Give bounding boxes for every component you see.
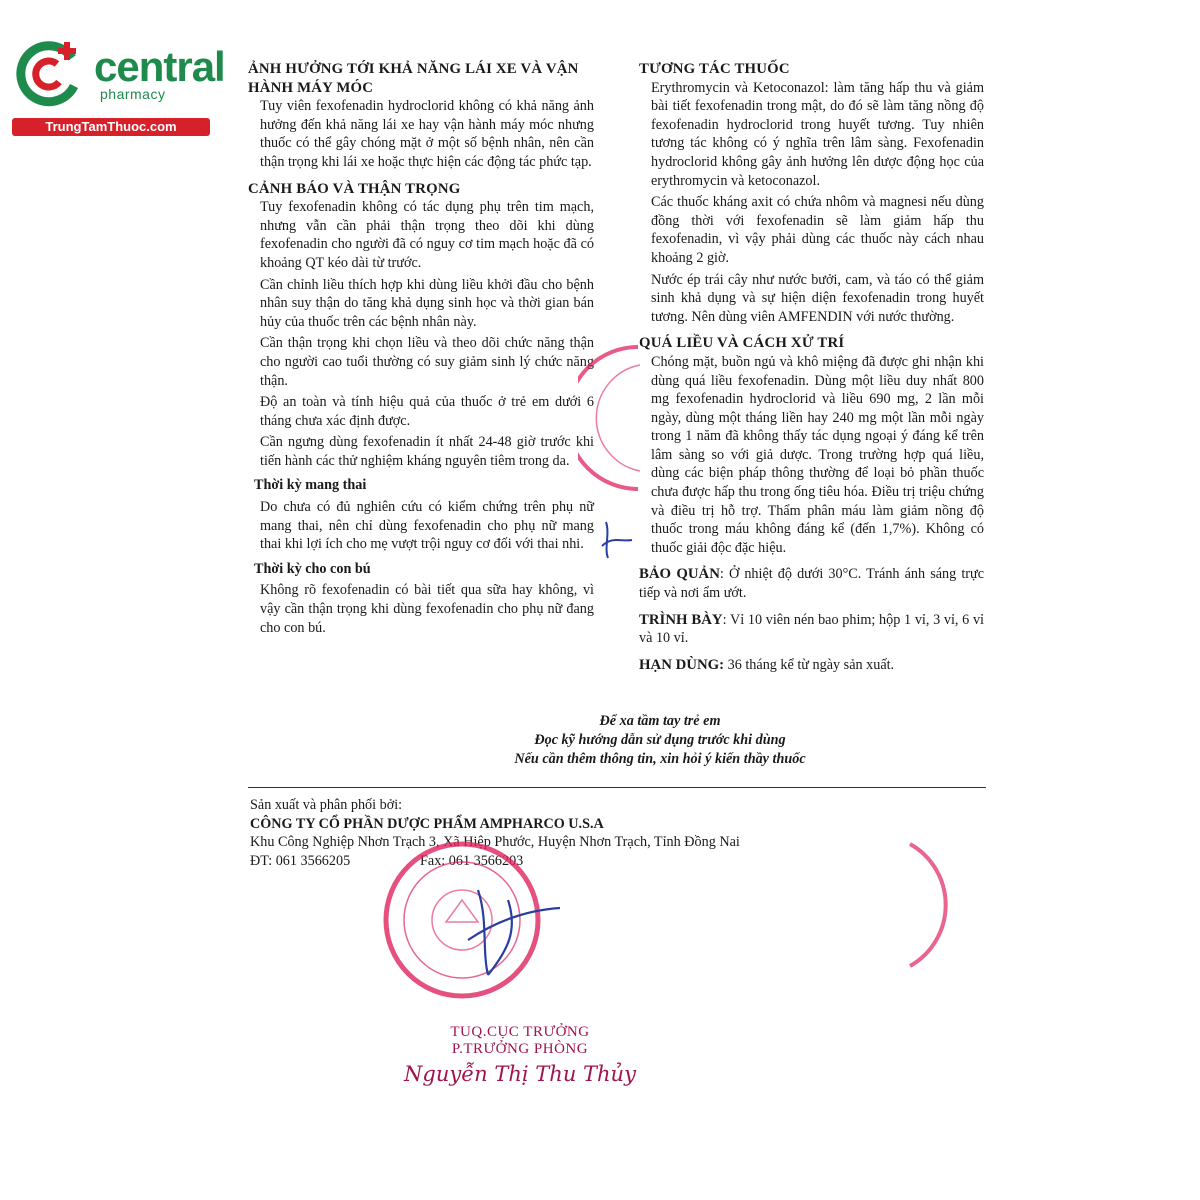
paragraph: Tuy viên fexofenadin hydroclorid không có khả năng ảnh hưởng đến khả năng lái xe hay vận hành máy móc nhưng thuốc có thể gây chóng mặt ở một số bệnh nhân, nên cần thận trọng khi lái xe hoặc thực hiện các động tác phức tạp. [260, 98, 594, 170]
section-title-line: ẢNH HƯỞNG TỚI KHẢ NĂNG LÁI XE VÀ VẬN [248, 61, 579, 77]
brand-name: central [94, 43, 225, 90]
fax-number: Fax: 061 3566203 [420, 852, 524, 869]
notice-line: Đọc kỹ hướng dẫn sử dụng trước khi dùng [534, 732, 786, 748]
maker-intro: Sản xuất và phân phối bởi: [250, 797, 403, 813]
expiry-label: HẠN DÙNG: [639, 656, 725, 673]
paragraph: Erythromycin và Ketoconazol: làm tăng hấp thu và giảm bài tiết fexofenadin trong mật, do đó sẽ làm tăng nồng độ fexofenadin hydroclorid trong huyết tương. Tuy nhiên tương tác không có ý nghĩa trên lâm sàng. Fexofenadin hydroclorid không gây ảnh hưởng lên dược động học của erythromycin và ketoconazol. [651, 79, 984, 189]
pharmacy-logo-icon [12, 38, 84, 110]
paragraph: Không rõ fexofenadin có bài tiết qua sữa hay không, vì vậy cần thận trọng khi dùng fexofenadin cho phụ nữ đang cho con bú. [260, 582, 594, 636]
section-title-warnings: CẢNH BÁO VÀ THẬN TRỌNG [248, 180, 461, 197]
company-address: Khu Công Nghiệp Nhơn Trạch 3, Xã Hiệp Phước, Huyện Nhơn Trạch, Tỉnh Đồng Nai [250, 834, 740, 851]
paragraph: Cần ngưng dùng fexofenadin ít nhất 24-48 giờ trước khi tiến hành các thử nghiệm kháng nguyên tiêm trong da. [260, 434, 594, 469]
notice-line: Nếu cần thêm thông tin, xin hỏi ý kiến thầy thuốc [514, 751, 806, 767]
contact-row [250, 852, 990, 871]
storage-text: : Ở nhiệt độ dưới 30°C. Tránh ánh sáng trực tiếp và nơi ẩm ướt. [639, 566, 984, 602]
paragraph: Do chưa có đủ nghiên cứu có kiểm chứng trên phụ nữ mang thai, nên chỉ dùng fexofenadin cho phụ nữ mang thai khi lợi ích cho mẹ vượt trội nguy cơ đối với thai nhi. [260, 499, 594, 553]
signature-mark [448, 880, 568, 980]
expiry-text: 36 tháng kể từ ngày sản xuất. [724, 656, 895, 673]
storage-label: BẢO QUẢN [639, 566, 720, 583]
manufacturer-info [250, 796, 990, 871]
left-column [248, 60, 594, 640]
signer-name: Nguyễn Thị Thu Thủy [404, 1062, 636, 1086]
storage-info [639, 565, 984, 602]
subsection-title-pregnancy: Thời kỳ mang thai [254, 477, 367, 494]
section-title-driving [248, 60, 594, 97]
company-stamp-partial [578, 343, 644, 493]
right-column [639, 60, 984, 677]
paragraph: Độ an toàn và tính hiệu quả của thuốc ở trẻ em dưới 6 tháng chưa xác định được. [260, 394, 594, 429]
paragraph: Tuy fexofenadin không có tác dụng phụ trên tim mạch, nhưng vẫn cần phải thận trọng theo dõi khi dùng fexofenadin cho người đã có nguy cơ tim mạch hoặc đã có khoảng QT kéo dài từ trước. [260, 199, 594, 271]
paragraph: Nước ép trái cây như nước bưởi, cam, và táo có thể giảm sinh khả dụng và sự hiện diện fexofenadin trong huyết tương. Nên dùng viên AMFENDIN với nước thường. [651, 271, 984, 325]
paragraph: Cần thận trọng khi chọn liều và theo dõi chức năng thận cho người cao tuổi thường có suy giảm sinh lý chức năng thận. [260, 335, 594, 389]
expiry-info [639, 656, 984, 675]
section-title-overdose: QUÁ LIỀU VÀ CÁCH XỬ TRÍ [639, 335, 845, 352]
central-pharmacy-logo [12, 38, 225, 138]
divider [248, 787, 986, 788]
paragraph: Chóng mặt, buồn ngủ và khô miệng đã được ghi nhận khi dùng quá liều fexofenadin. Dùng một liều duy nhất 800 mg fexofenadin hydroclorid và liều 690 mg, 2 lần mỗi ngày, dùng một tháng liền hay 240 mg một lần mỗi ngày trong 1 năm đã không thấy tác dụng ngoại ý đáng kể trên lâm sàng so với giả dược. Trong trường hợp quá liều, dùng các biện pháp thông thường để loại bỏ phần thuốc chưa được hấp thu trong ống tiêu hóa. Điều trị triệu chứng và điều trị hỗ trợ. Thẩm phân máu làm giảm nồng độ thuốc trong máu không đáng kể (đến 1,7%). Không có thuốc giải độc đặc hiệu. [651, 353, 984, 556]
brand-sub: pharmacy [100, 86, 166, 102]
section-title-interactions: TƯƠNG TÁC THUỐC [639, 61, 790, 77]
notice-line: Để xa tầm tay trẻ em [599, 713, 721, 729]
paragraph: Các thuốc kháng axit có chứa nhôm và magnesi nếu dùng đồng thời với fexofenadin sẽ làm giảm hấp thu fexofenadin, vì vậy phải dùng các thuốc này cách nhau khoảng 2 giờ. [651, 194, 984, 266]
signature-mark [596, 518, 636, 560]
approval-line: TUQ.CỤC TRƯỞNG [450, 1024, 590, 1040]
brand-site: TrungTamThuoc.com [12, 118, 210, 136]
usage-notice [400, 712, 920, 769]
section-title-line: HÀNH MÁY MÓC [248, 79, 374, 96]
approval-title [400, 1024, 640, 1058]
subsection-title-breastfeeding: Thời kỳ cho con bú [254, 560, 371, 577]
presentation-info [639, 611, 984, 648]
presentation-text: : Vỉ 10 viên nén bao phim; hộp 1 vỉ, 3 vỉ, 6 vỉ và 10 vỉ. [639, 611, 985, 647]
paragraph: Cần chỉnh liều thích hợp khi dùng liều khởi đầu cho bệnh nhân suy thận do tăng khả dụng sinh học và thời gian bán hủy của thuốc trên các bệnh nhân này. [260, 276, 594, 330]
approval-line: P.TRƯỞNG PHÒNG [451, 1041, 589, 1057]
stamp-partial-right [900, 840, 960, 970]
presentation-label: TRÌNH BÀY [639, 611, 723, 628]
company-name: CÔNG TY CỔ PHẦN DƯỢC PHẨM AMPHARCO U.S.A [250, 815, 604, 832]
phone-number: ĐT: 061 3566205 [250, 852, 351, 869]
